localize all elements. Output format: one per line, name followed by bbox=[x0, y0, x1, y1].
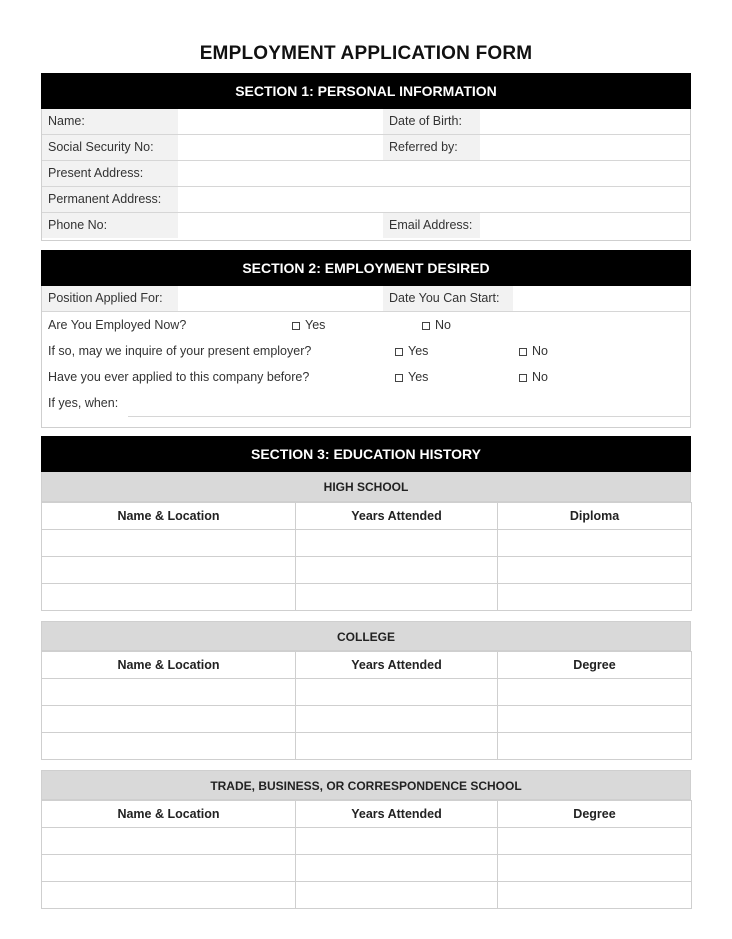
checkbox-icon[interactable] bbox=[292, 322, 300, 330]
section-3-header: SECTION 3: EDUCATION HISTORY bbox=[41, 436, 691, 472]
table-cell[interactable] bbox=[42, 584, 296, 611]
section-education-history bbox=[41, 436, 691, 909]
section-employment-desired bbox=[41, 250, 691, 428]
start-date-label: Date You Can Start: bbox=[383, 286, 513, 311]
table-cell[interactable] bbox=[296, 828, 498, 855]
trade-school-table bbox=[41, 800, 692, 909]
table-header-row bbox=[42, 652, 692, 679]
table-row bbox=[42, 828, 692, 855]
column-header: Years Attended bbox=[296, 801, 498, 828]
permanent-address-field[interactable] bbox=[178, 187, 690, 212]
table-row bbox=[42, 679, 692, 706]
table-header-row bbox=[42, 801, 692, 828]
column-header: Years Attended bbox=[296, 652, 498, 679]
applied-yes-option[interactable]: Yes bbox=[395, 364, 428, 390]
email-label: Email Address: bbox=[383, 213, 480, 238]
checkbox-icon[interactable] bbox=[395, 374, 403, 382]
checkbox-icon[interactable] bbox=[422, 322, 430, 330]
column-header: Name & Location bbox=[42, 652, 296, 679]
table-cell[interactable] bbox=[296, 557, 498, 584]
form-title: EMPLOYMENT APPLICATION FORM bbox=[199, 43, 533, 64]
high-school-table bbox=[41, 502, 692, 611]
table-row bbox=[42, 584, 692, 611]
employed-yes-option[interactable]: Yes bbox=[292, 312, 325, 338]
table-row bbox=[42, 530, 692, 557]
trade-school-header: TRADE, BUSINESS, OR CORRESPONDENCE SCHOOL bbox=[41, 770, 691, 800]
table-row bbox=[42, 706, 692, 733]
column-header: Degree bbox=[498, 652, 692, 679]
table-cell[interactable] bbox=[498, 679, 692, 706]
dob-field[interactable] bbox=[480, 109, 690, 134]
row-present-address bbox=[42, 161, 690, 187]
name-label: Name: bbox=[42, 109, 178, 134]
table-cell[interactable] bbox=[296, 584, 498, 611]
row-ssn-referred bbox=[42, 135, 690, 161]
table-header-row bbox=[42, 503, 692, 530]
row-position-start bbox=[42, 286, 690, 312]
checkbox-icon[interactable] bbox=[519, 348, 527, 356]
table-cell[interactable] bbox=[498, 530, 692, 557]
applied-before-question: Have you ever applied to this company before? bbox=[48, 370, 310, 384]
dob-label: Date of Birth: bbox=[383, 109, 480, 134]
inquire-employer-question: If so, may we inquire of your present employer? bbox=[48, 344, 312, 358]
employment-questions bbox=[42, 312, 690, 427]
table-cell[interactable] bbox=[498, 882, 692, 909]
row-name-dob bbox=[42, 109, 690, 135]
table-cell[interactable] bbox=[42, 706, 296, 733]
present-address-label: Present Address: bbox=[42, 161, 178, 186]
position-field[interactable] bbox=[178, 286, 383, 311]
name-field[interactable] bbox=[178, 109, 383, 134]
permanent-address-label: Permanent Address: bbox=[42, 187, 178, 212]
college-table bbox=[41, 651, 692, 760]
checkbox-icon[interactable] bbox=[519, 374, 527, 382]
position-label: Position Applied For: bbox=[42, 286, 178, 311]
table-cell[interactable] bbox=[498, 706, 692, 733]
table-cell[interactable] bbox=[498, 557, 692, 584]
referred-field[interactable] bbox=[480, 135, 690, 160]
table-cell[interactable] bbox=[296, 855, 498, 882]
table-cell[interactable] bbox=[42, 882, 296, 909]
table-cell[interactable] bbox=[296, 530, 498, 557]
inquire-no-option[interactable]: No bbox=[519, 338, 548, 364]
checkbox-icon[interactable] bbox=[395, 348, 403, 356]
table-cell[interactable] bbox=[42, 733, 296, 760]
column-header: Years Attended bbox=[296, 503, 498, 530]
section-2-header: SECTION 2: EMPLOYMENT DESIRED bbox=[41, 250, 691, 286]
table-cell[interactable] bbox=[42, 855, 296, 882]
table-cell[interactable] bbox=[42, 557, 296, 584]
section-personal-information bbox=[41, 73, 691, 241]
email-field[interactable] bbox=[480, 213, 690, 238]
college-header: COLLEGE bbox=[41, 621, 691, 651]
table-cell[interactable] bbox=[42, 530, 296, 557]
column-header: Name & Location bbox=[42, 801, 296, 828]
present-address-field[interactable] bbox=[178, 161, 690, 186]
table-cell[interactable] bbox=[296, 733, 498, 760]
table-cell[interactable] bbox=[498, 855, 692, 882]
row-permanent-address bbox=[42, 187, 690, 213]
section-1-header: SECTION 1: PERSONAL INFORMATION bbox=[41, 73, 691, 109]
ssn-label: Social Security No: bbox=[42, 135, 178, 160]
phone-label: Phone No: bbox=[42, 213, 178, 238]
table-cell[interactable] bbox=[42, 679, 296, 706]
applied-no-option[interactable]: No bbox=[519, 364, 548, 390]
table-cell[interactable] bbox=[296, 706, 498, 733]
high-school-header: HIGH SCHOOL bbox=[41, 472, 691, 502]
table-cell[interactable] bbox=[498, 733, 692, 760]
phone-field[interactable] bbox=[178, 213, 383, 238]
column-header: Degree bbox=[498, 801, 692, 828]
table-cell[interactable] bbox=[296, 679, 498, 706]
referred-label: Referred by: bbox=[383, 135, 480, 160]
employed-now-question: Are You Employed Now? bbox=[48, 318, 187, 332]
ssn-field[interactable] bbox=[178, 135, 383, 160]
table-cell[interactable] bbox=[296, 882, 498, 909]
inquire-yes-option[interactable]: Yes bbox=[395, 338, 428, 364]
when-label: If yes, when: bbox=[48, 396, 119, 410]
table-row bbox=[42, 557, 692, 584]
table-row bbox=[42, 882, 692, 909]
start-date-field[interactable] bbox=[513, 286, 690, 311]
column-header: Name & Location bbox=[42, 503, 296, 530]
table-cell[interactable] bbox=[498, 584, 692, 611]
table-row bbox=[42, 855, 692, 882]
table-row bbox=[42, 733, 692, 760]
row-phone-email bbox=[42, 213, 690, 239]
when-field[interactable] bbox=[128, 390, 690, 417]
table-cell[interactable] bbox=[498, 828, 692, 855]
table-cell[interactable] bbox=[42, 828, 296, 855]
column-header: Diploma bbox=[498, 503, 692, 530]
employed-no-option[interactable]: No bbox=[422, 312, 451, 338]
